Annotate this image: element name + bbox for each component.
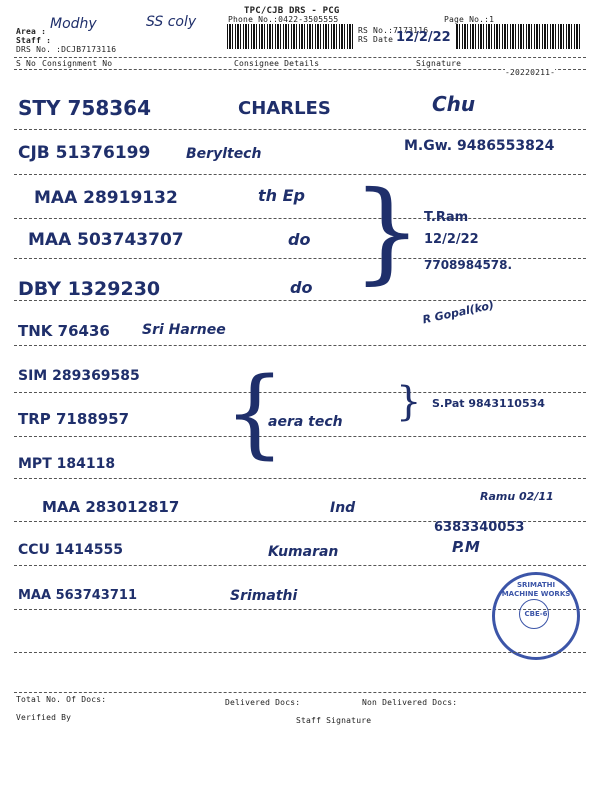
bracket-group-2: { [224,357,286,469]
row-divider [14,129,586,130]
date-code: -20220211- [505,68,556,77]
row-divider [14,345,586,346]
receiver-signature: P.M [452,538,480,556]
consignment-number: CJB 51376199 [18,143,151,163]
consignment-number: DBY 1329230 [18,278,161,300]
column-signature: Signature [416,59,462,68]
rs-number: RS No.:7173116 [358,26,429,35]
consignment-number: TNK 76436 [18,322,110,340]
receiver-signature: 6383340053 [434,520,525,535]
barcode-drs [227,24,353,49]
footer-divider [14,692,586,693]
consignment-number: MAA 283012817 [42,498,180,516]
total-docs-label: Total No. Of Docs: [16,695,107,704]
column-divider [14,69,586,70]
receiver-signature: T.Ram 12/2/22 [424,210,479,247]
bracket-group-3: } [396,379,422,425]
consignee-name: do [290,278,313,297]
row-divider [14,652,586,653]
column-consignment: Consignment No [42,59,113,68]
page-number: Page No.:1 [444,15,495,24]
stamp-company-name: SRIMATHI MACHINE WORKS [501,581,571,598]
staff-signature-label: Staff Signature [296,716,372,725]
rs-date-value: 12/2/22 [396,30,451,45]
consignee-name: Ind [330,500,356,516]
company-stamp [492,572,580,660]
consignee-name: Sri Harnee [142,322,226,338]
consignment-number: TRP 7188957 [18,410,130,428]
row-divider [14,174,586,175]
delivered-docs-label: Delivered Docs: [225,698,301,707]
receiver-signature: S.Pat 9843110534 [432,397,545,410]
phone-number: Phone No.:0422-3505555 [228,15,339,24]
area-label: Area : [16,27,47,36]
consignee-name: Srimathi [230,588,298,604]
barcode-rs [456,24,582,49]
consignee-name: Beryltech [186,146,262,162]
row-divider [14,392,586,393]
receiver-signature: R Gopal(ko) [421,298,496,327]
consignee-name: th Ep [258,186,305,205]
consignment-number: MAA 563743711 [18,588,137,603]
row-divider [14,565,586,566]
area-value: Modhy [50,16,97,32]
area-value-secondary: SS coly [146,14,197,30]
row-divider [14,478,586,479]
drs-number: DRS No. :DCJB7173116 [16,45,117,54]
verified-by-label: Verified By [16,713,72,722]
consignee-name: aera tech [268,414,343,430]
receiver-signature: M.Gw. 9486553824 [404,138,555,154]
rs-date-label: RS Date [358,35,394,44]
consignment-number: MAA 28919132 [34,188,178,208]
staff-label: Staff : [16,36,52,45]
consignee-name: CHARLES [238,98,331,119]
stamp-location: CBE-6 [524,610,548,618]
consignment-number: SIM 289369585 [18,368,140,384]
receiver-signature: Chu [432,92,476,116]
row-divider [14,436,586,437]
bracket-group-1: } [352,167,422,295]
receiver-signature: 7708984578. [424,258,513,272]
consignee-name: Kumaran [268,544,339,560]
row-divider [14,300,586,301]
consignee-name: do [288,230,311,249]
report-title: TPC/CJB DRS - PCG [244,6,340,16]
consignment-number: STY 758364 [18,96,151,120]
column-consignee: Consignee Details [234,59,320,68]
header-divider [14,57,586,58]
column-sno: S No [16,59,37,68]
non-delivered-docs-label: Non Delivered Docs: [362,698,458,707]
consignment-number: MPT 184118 [18,456,116,472]
consignment-number: CCU 1414555 [18,542,123,558]
consignment-number: MAA 503743707 [28,230,184,250]
receiver-signature: Ramu 02/11 [480,490,554,503]
